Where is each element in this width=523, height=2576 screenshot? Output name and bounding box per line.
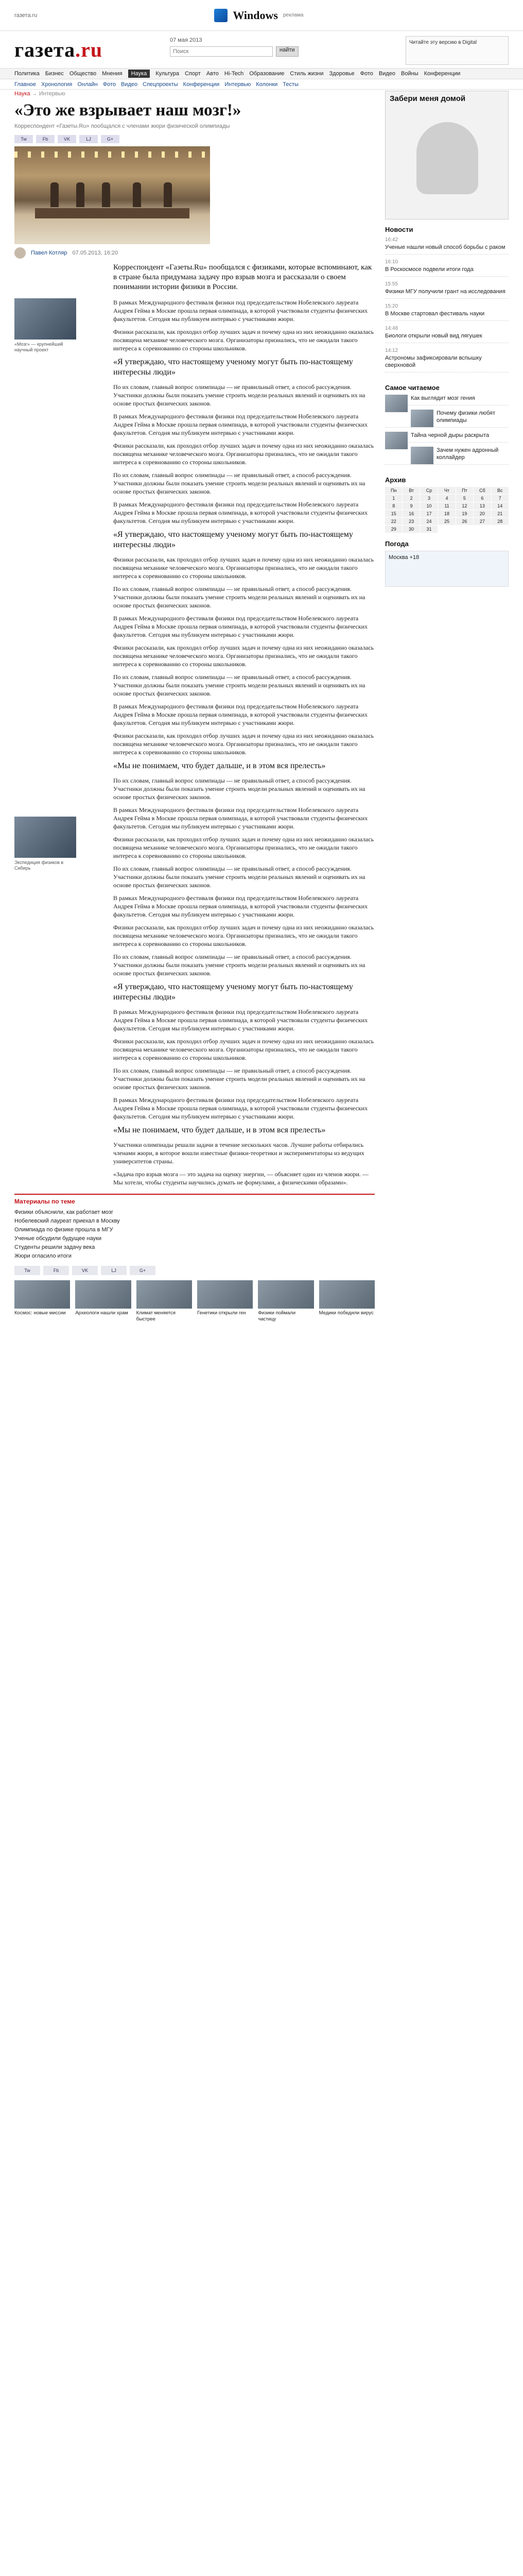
calendar-block <box>385 476 509 533</box>
news-text: Физики МГУ получили грант на исследования <box>385 289 505 295</box>
related-image <box>136 1280 192 1309</box>
calendar-day[interactable]: 22 <box>385 518 402 525</box>
paragraph: По их словам, главный вопрос олимпиады — не правильный ответ, а способ рассуждения. Участники должны были показать умение строить модели реальных явлений и оценивать их на основе простых физических законов. <box>113 865 365 889</box>
paragraph: В рамках Международного фестиваля физики под председательством Нобелевского лауреата Андрея Гейма в Москве прошла первая олимпиада, в которой участвовали студенты физических факультетов. Сегодня мы публикуем интервью с участниками жюри. <box>113 615 368 638</box>
calendar-day[interactable]: 13 <box>474 502 491 510</box>
pull-quote: «Я утверждаю, что настоящему ученому могут быть по-настоящему интересны люди» <box>113 358 353 377</box>
news-item[interactable] <box>385 236 509 255</box>
nav-item[interactable]: Общество <box>69 71 97 77</box>
paragraph: Участники олимпиады решали задачи в течение нескольких часов. Лучшие работы отбирались членами жюри, в которое вошли известные физики-теоретики и экспериментаторы из ведущих университетов страны. <box>113 1141 364 1165</box>
nav-item[interactable]: Видео <box>378 71 396 77</box>
paragraph: Физики рассказали, как проходил отбор лучших задач и почему одна из них неожиданно оказалась посвящена механике человеческого мозга. Организаторы признались, что не ожидали такого интереса к соревнованию со стороны школьников. <box>113 644 374 668</box>
site-url[interactable]: газета.ru <box>14 12 38 19</box>
calendar-dayname: Пт <box>456 487 473 494</box>
popular-thumb <box>385 395 408 412</box>
paragraph: По их словам, главный вопрос олимпиады — не правильный ответ, а способ рассуждения. Участники должны были показать умение строить модели реальных явлений и оценивать их на основе простых физических законов. <box>113 383 365 407</box>
calendar-day[interactable]: 5 <box>456 495 473 502</box>
digital-box[interactable]: Читайте эту версию в Digital <box>406 36 509 65</box>
related-link[interactable]: Студенты решили задачу века <box>14 1244 95 1250</box>
nav-item[interactable]: Наука <box>128 70 150 78</box>
paragraph: Физики рассказали, как проходил отбор лучших задач и почему одна из них неожиданно оказалась посвящена механике человеческого мозга. Организаторы признались, что не ожидали такого интереса к соревнованию со стороны школьников. <box>113 732 374 756</box>
calendar-day[interactable]: 7 <box>492 495 509 502</box>
paragraph: По их словам, главный вопрос олимпиады — не правильный ответ, а способ рассуждения. Участники должны были показать умение строить модели реальных явлений и оценивать их на основе простых физических законов. <box>113 777 365 801</box>
subnav-item[interactable]: Фото <box>102 81 116 88</box>
news-time: 16:42 <box>385 237 398 243</box>
calendar-day[interactable]: 9 <box>403 502 420 510</box>
related-image <box>258 1280 313 1309</box>
article-title: «Это же взрывает наш мозг!» <box>14 101 241 120</box>
related-image <box>319 1280 375 1309</box>
pull-quote: «Мы не понимаем, что будет дальше, и в этом вся прелесть» <box>113 761 326 770</box>
share-bar <box>14 135 375 143</box>
popular-heading: Самое читаемое <box>385 384 440 392</box>
side-photo[interactable] <box>14 817 76 858</box>
sidebar-ad[interactable] <box>385 91 509 219</box>
calendar-dayname: Пн <box>385 487 402 494</box>
lead: Корреспондент «Газеты.Ru» пообщался с физиками, которые вспоминают, как в стране была придумана задачу про взрыв мозга и рассказали о своем понимании истории физики в России. <box>113 263 372 291</box>
figure <box>102 182 110 207</box>
paragraph: Физики рассказали, как проходил отбор лучших задач и почему одна из них неожиданно оказалась посвящена механике человеческого мозга. Организаторы признались, что не ожидали такого интереса к соревнованию со стороны школьников. <box>113 1038 374 1061</box>
news-item[interactable] <box>385 281 509 299</box>
nav-item[interactable]: Политика <box>14 71 40 77</box>
popular-text: Зачем нужен адронный коллайдер <box>437 447 499 461</box>
nav-item[interactable]: Конференции <box>424 71 461 77</box>
nav-item[interactable]: Мнения <box>102 71 123 77</box>
article <box>14 91 375 1323</box>
breadcrumb-sub[interactable]: Интервью <box>39 91 65 97</box>
paragraph: В рамках Международного фестиваля физики под председательством Нобелевского лауреата Андрея Гейма в Москве прошла первая олимпиада, в которой участвовали студенты физических факультетов. Сегодня мы публикуем интервью с участниками жюри. <box>113 806 368 830</box>
logo[interactable] <box>14 38 102 62</box>
popular-thumb <box>411 447 433 464</box>
calendar-dayname: Сб <box>474 487 491 494</box>
popular-item[interactable] <box>385 447 509 465</box>
social-share <box>14 1266 375 1275</box>
main-photo <box>14 146 210 244</box>
news-text: Астрономы зафиксировали вспышку сверхновой <box>385 355 482 368</box>
related-link[interactable]: Ученые обсудили будущее науки <box>14 1235 101 1242</box>
calendar-day[interactable]: 6 <box>474 495 491 502</box>
weather-heading: Погода <box>385 540 409 548</box>
news-text: В Москве стартовал фестиваль науки <box>385 311 485 317</box>
news-time: 14:48 <box>385 326 398 331</box>
related-card[interactable] <box>319 1280 375 1323</box>
paragraph: По их словам, главный вопрос олимпиады — не правильный ответ, а способ рассуждения. Участники должны были показать умение строить модели реальных явлений и оценивать их на основе простых физических законов. <box>113 1067 365 1091</box>
weather-widget[interactable]: Москва +18 <box>385 551 509 587</box>
related-title: Генетики открыли ген <box>197 1310 246 1316</box>
promo-sub: реклама <box>283 12 304 18</box>
main-nav <box>0 68 523 79</box>
related-image <box>75 1280 131 1309</box>
side-caption: Экспедиция физиков в Сибирь <box>14 860 64 871</box>
pull-quote: «Мы не понимаем, что будет дальше, и в этом вся прелесть» <box>113 1126 326 1134</box>
related-grid <box>14 1280 375 1323</box>
calendar-day[interactable]: 16 <box>403 510 420 517</box>
publish-date: 07.05.2013, 16:20 <box>72 250 118 256</box>
calendar-day[interactable]: 14 <box>492 502 509 510</box>
related-heading: Материалы по теме <box>14 1198 75 1205</box>
nav-item[interactable]: Здоровье <box>329 71 355 77</box>
news-time: 15:20 <box>385 303 398 309</box>
share-button[interactable]: VK <box>58 135 76 143</box>
figure <box>164 182 172 207</box>
figure <box>50 182 59 207</box>
related-card[interactable] <box>197 1280 253 1323</box>
author-avatar <box>14 247 26 259</box>
related-title: Космос: новые миссии <box>14 1310 66 1316</box>
paragraph: В рамках Международного фестиваля физики под председательством Нобелевского лауреата Андрея Гейма в Москве прошла первая олимпиада, в которой участвовали студенты физических факультетов. Сегодня мы публикуем интервью с участниками жюри. <box>113 413 368 436</box>
sidebar <box>385 91 509 594</box>
calendar-day[interactable]: 28 <box>492 518 509 525</box>
calendar-heading: Архив <box>385 476 406 484</box>
calendar <box>385 487 509 533</box>
related-title: Физики поймали частицу <box>258 1310 296 1322</box>
calendar-day[interactable]: 27 <box>474 518 491 525</box>
news-item[interactable] <box>385 303 509 321</box>
share-button[interactable]: G+ <box>130 1266 155 1275</box>
calendar-dayname: Вс <box>492 487 509 494</box>
popular-thumb <box>411 410 433 427</box>
news-item[interactable] <box>385 259 509 277</box>
share-button[interactable]: Tw <box>14 1266 40 1275</box>
lamps <box>14 151 210 158</box>
nav-item[interactable]: Бизнес <box>45 71 64 77</box>
related-block <box>14 1194 375 1261</box>
news-text: Биологи открыли новый вид лягушек <box>385 333 482 339</box>
weather-block <box>385 540 509 587</box>
author-row <box>14 247 375 259</box>
news-time: 16:10 <box>385 259 398 265</box>
calendar-day[interactable]: 21 <box>492 510 509 517</box>
related-title: Климат меняется быстрее <box>136 1310 176 1322</box>
search-form <box>170 46 299 57</box>
share-button[interactable]: LJ <box>79 135 98 143</box>
subnav-item[interactable]: Конференции <box>183 81 220 88</box>
popular-item[interactable] <box>385 432 509 443</box>
related-link[interactable]: Жюри огласило итоги <box>14 1253 72 1259</box>
related-title: Медики победили вирус <box>319 1310 374 1316</box>
nav-item[interactable]: Стиль жизни <box>290 71 324 77</box>
calendar-day[interactable]: 10 <box>421 502 438 510</box>
nav-item[interactable]: Hi-Tech <box>224 71 244 77</box>
calendar-day[interactable]: 1 <box>385 495 402 502</box>
news-heading: Новости <box>385 226 413 233</box>
paragraph: Физики рассказали, как проходил отбор лучших задач и почему одна из них неожиданно оказалась посвящена механике человеческого мозга. Организаторы признались, что не ожидали такого интереса к соревнованию со стороны школьников. <box>113 328 374 352</box>
windows-icon <box>214 9 228 22</box>
related-link[interactable]: Физики объяснили, как работает мозг <box>14 1209 113 1215</box>
paragraph: По их словам, главный вопрос олимпиады — не правильный ответ, а способ рассуждения. Участники должны были показать умение строить модели реальных явлений и оценивать их на основе простых физических законов. <box>113 471 365 495</box>
paragraph: В рамках Международного фестиваля физики под председательством Нобелевского лауреата Андрея Гейма в Москве прошла первая олимпиада, в которой участвовали студенты физических факультетов. Сегодня мы публикуем интервью с участниками жюри. <box>113 703 368 726</box>
calendar-day[interactable]: 31 <box>421 526 438 533</box>
paragraph: Физики рассказали, как проходил отбор лучших задач и почему одна из них неожиданно оказалась посвящена механике человеческого мозга. Организаторы признались, что не ожидали такого интереса к соревнованию со стороны школьников. <box>113 924 374 947</box>
popular-text: Как выглядит мозг гения <box>411 395 475 401</box>
nav-item[interactable]: Спорт <box>184 71 201 77</box>
related-image <box>14 1280 70 1309</box>
subnav-item[interactable]: Главное <box>14 81 37 88</box>
paragraph: По их словам, главный вопрос олимпиады — не правильный ответ, а способ рассуждения. Участники должны были показать умение строить модели реальных явлений и оценивать их на основе простых физических законов. <box>113 953 365 977</box>
paragraph: По их словам, главный вопрос олимпиады — не правильный ответ, а способ рассуждения. Участники должны были показать умение строить модели реальных явлений и оценивать их на основе простых физических законов. <box>113 673 365 697</box>
sub-nav <box>0 79 523 90</box>
calendar-day[interactable]: 15 <box>385 510 402 517</box>
calendar-dayname: Ср <box>421 487 438 494</box>
popular-item[interactable] <box>385 395 509 405</box>
subnav-item[interactable]: Тесты <box>283 81 299 88</box>
calendar-day[interactable]: 11 <box>438 502 455 510</box>
subnav-item[interactable]: Онлайн <box>77 81 98 88</box>
figure <box>76 182 84 207</box>
news-text: Ученые нашли новый способ борьбы с раком <box>385 244 505 250</box>
news-item[interactable] <box>385 325 509 343</box>
breadcrumb-section[interactable]: Наука <box>14 91 30 97</box>
news-time: 14:12 <box>385 348 398 353</box>
share-button[interactable]: Tw <box>14 135 33 143</box>
paragraph: По их словам, главный вопрос олимпиады — не правильный ответ, а способ рассуждения. Участники должны были показать умение строить модели реальных явлений и оценивать их на основе простых физических законов. <box>113 585 365 609</box>
paragraph: Физики рассказали, как проходил отбор лучших задач и почему одна из них неожиданно оказалась посвящена механике человеческого мозга. Организаторы признались, что не ожидали такого интереса к соревнованию со стороны школьников. <box>113 556 374 580</box>
bench <box>35 208 189 218</box>
nav-item[interactable]: Культура <box>155 71 179 77</box>
share-button[interactable]: Fb <box>43 1266 69 1275</box>
calendar-dayname: Вт <box>403 487 420 494</box>
side-photo[interactable] <box>14 298 76 340</box>
news-text: В Роскосмосе подвели итоги года <box>385 266 474 273</box>
related-card[interactable] <box>136 1280 192 1323</box>
paragraph: В рамках Международного фестиваля физики под председательством Нобелевского лауреата Андрея Гейма в Москве прошла первая олимпиада, в которой участвовали студенты физических факультетов. Сегодня мы публикуем интервью с участниками жюри. <box>113 894 368 918</box>
calendar-day[interactable]: 18 <box>438 510 455 517</box>
popular-thumb <box>385 432 408 449</box>
subnav-item[interactable]: Спецпроекты <box>143 81 178 88</box>
share-button[interactable]: G+ <box>101 135 119 143</box>
related-card[interactable] <box>258 1280 313 1323</box>
popular-item[interactable] <box>385 410 509 428</box>
related-link[interactable]: Нобелевский лауреат приехал в Москву <box>14 1218 120 1224</box>
pull-quote: «Я утверждаю, что настоящему ученому могут быть по-настоящему интересны люди» <box>113 530 353 549</box>
calendar-day[interactable]: 24 <box>421 518 438 525</box>
calendar-day[interactable]: 23 <box>403 518 420 525</box>
popular-block <box>385 384 509 469</box>
paragraph: В рамках Международного фестиваля физики под председательством Нобелевского лауреата Андрея Гейма в Москве прошла первая олимпиада, в которой участвовали студенты физических факультетов. Сегодня мы публикуем интервью с участниками жюри. <box>113 501 368 524</box>
search-button[interactable]: найти <box>276 46 299 57</box>
paragraph: «Задача про взрыв мозга — это задача на оценку энергии, — объясняет один из членов жюри. — Мы хотели, чтобы студенты научились думать не формулами, а физическими образами». <box>113 1171 369 1186</box>
breadcrumb: Наука → Интервью <box>14 91 65 97</box>
promo-banner[interactable] <box>214 9 303 22</box>
paragraph: В рамках Международного фестиваля физики под председательством Нобелевского лауреата Андрея Гейма в Москве прошла первая олимпиада, в которой участвовали студенты физических факультетов. Сегодня мы публикуем интервью с участниками жюри. <box>113 299 368 323</box>
paragraph: Физики рассказали, как проходил отбор лучших задач и почему одна из них неожиданно оказалась посвящена механике человеческого мозга. Организаторы признались, что не ожидали такого интереса к соревнованию со стороны школьников. <box>113 442 374 466</box>
logo-text: газета <box>14 38 76 61</box>
calendar-day[interactable]: 8 <box>385 502 402 510</box>
popular-text: Почему физики любят олимпиады <box>437 410 495 423</box>
side-caption: «Мозг» — крупнейший научный проект <box>14 342 63 352</box>
share-button[interactable]: Fb <box>36 135 55 143</box>
author-name[interactable]: Павел Котляр <box>31 250 67 256</box>
share-button[interactable]: VK <box>72 1266 98 1275</box>
calendar-day[interactable]: 2 <box>403 495 420 502</box>
calendar-day[interactable]: 19 <box>456 510 473 517</box>
related-link[interactable]: Олимпиада по физике прошла в МГУ <box>14 1227 113 1233</box>
nav-item[interactable]: Войны <box>401 71 419 77</box>
share-button[interactable]: LJ <box>101 1266 127 1275</box>
logo-dot: .ru <box>75 38 103 61</box>
news-time: 15:55 <box>385 281 398 287</box>
calendar-day[interactable]: 20 <box>474 510 491 517</box>
header-date: 07 мая 2013 <box>170 37 202 43</box>
calendar-day[interactable]: 3 <box>421 495 438 502</box>
article-subtitle: Корреспондент «Газеты.Ru» пообщался с членами жюри физической олимпиады <box>14 123 230 129</box>
related-card[interactable] <box>14 1280 70 1323</box>
calendar-day[interactable]: 30 <box>403 526 420 533</box>
paragraph: Физики рассказали, как проходил отбор лучших задач и почему одна из них неожиданно оказалась посвящена механике человеческого мозга. Организаторы признались, что не ожидали такого интереса к соревнованию со стороны школьников. <box>113 836 374 859</box>
nav-item[interactable]: Фото <box>360 71 373 77</box>
calendar-day[interactable]: 12 <box>456 502 473 510</box>
search-input[interactable] <box>170 46 273 57</box>
ad-heading: Забери меня домой <box>390 94 466 103</box>
article-body <box>14 298 375 1323</box>
calendar-dayname: Чт <box>438 487 455 494</box>
related-image <box>197 1280 253 1309</box>
promo-title: Windows <box>233 8 278 22</box>
subnav-item[interactable]: Хронология <box>41 81 73 88</box>
subnav-item[interactable]: Колонки <box>256 81 278 88</box>
top-bar <box>0 0 523 31</box>
news-block <box>385 226 509 377</box>
subnav-item[interactable]: Интервью <box>224 81 251 88</box>
calendar-day[interactable]: 4 <box>438 495 455 502</box>
pull-quote: «Я утверждаю, что настоящему ученому могут быть по-настоящему интересны люди» <box>113 982 353 1002</box>
nav-item[interactable]: Образование <box>249 71 285 77</box>
related-title: Археологи нашли храм <box>75 1310 128 1316</box>
paragraph: В рамках Международного фестиваля физики под председательством Нобелевского лауреата Андрея Гейма в Москве прошла первая олимпиада, в которой участвовали студенты физических факультетов. Сегодня мы публикуем интервью с участниками жюри. <box>113 1008 368 1032</box>
popular-text: Тайна черной дыры раскрыта <box>411 432 490 438</box>
news-list <box>385 236 509 372</box>
paragraph: В рамках Международного фестиваля физики под председательством Нобелевского лауреата Андрея Гейма в Москве прошла первая олимпиада, в которой участвовали студенты физических факультетов. Сегодня мы публикуем интервью с участниками жюри. <box>113 1096 368 1120</box>
related-card[interactable] <box>75 1280 131 1323</box>
news-item[interactable] <box>385 347 509 372</box>
cat-image <box>416 122 478 194</box>
header <box>0 31 523 68</box>
subnav-item[interactable]: Видео <box>121 81 138 88</box>
calendar-day[interactable]: 29 <box>385 526 402 533</box>
calendar-day[interactable]: 26 <box>456 518 473 525</box>
related-list <box>14 1208 375 1261</box>
left-column <box>14 298 76 874</box>
nav-item[interactable]: Авто <box>206 71 219 77</box>
calendar-day[interactable]: 17 <box>421 510 438 517</box>
popular-list <box>385 395 509 465</box>
figure <box>133 182 141 207</box>
calendar-day[interactable]: 25 <box>438 518 455 525</box>
